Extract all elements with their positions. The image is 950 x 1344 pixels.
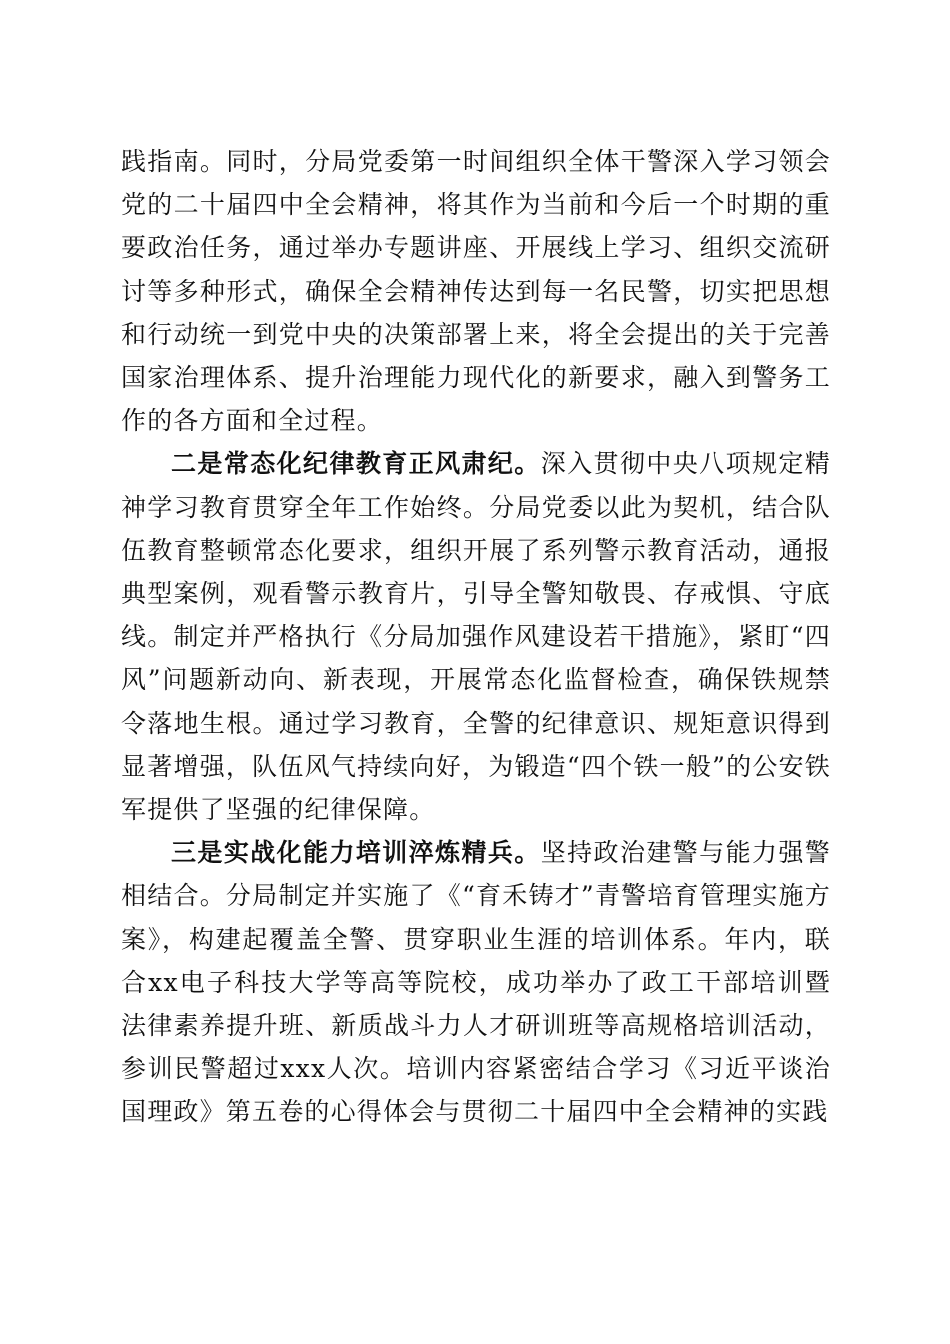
paragraph-1 — [121, 140, 831, 442]
paragraph-2 — [121, 442, 831, 831]
paragraph-3-heading: 三是实战化能力培训淬炼精兵。 — [171, 838, 541, 868]
paragraph-3-body: 坚持政治建警与能力强警相结合。分局制定并实施了《“育禾铸才”青警培育管理实施方案》，构建起覆盖全警、贯穿职业生涯的培训体系。年内，联合xx电子科技大学等高等院校，成功举办了政工干部培训暨法律素养提升班、新质战斗力人才研训班等高规格培训活动，参训民警超过xxx人次。培训内容紧密结合学习《习近平谈治国理政》第五卷的心得体会与贯彻二十届四中全会精神的实践 — [121, 838, 831, 1127]
paragraph-1-body: 践指南。同时，分局党委第一时间组织全体干警深入学习领会党的二十届四中全会精神，将其作为当前和今后一个时期的重要政治任务，通过举办专题讲座、开展线上学习、组织交流研讨等多种形式，确保全会精神传达到每一名民警，切实把思想和行动统一到党中央的决策部署上来，将全会提出的关于完善国家治理体系、提升治理能力现代化的新要求，融入到警务工作的各方面和全过程。 — [121, 147, 831, 436]
paragraph-2-heading: 二是常态化纪律教育正风肃纪。 — [171, 449, 541, 479]
document-body — [121, 140, 831, 1134]
paragraph-2-body: 深入贯彻中央八项规定精神学习教育贯穿全年工作始终。分局党委以此为契机，结合队伍教育整顿常态化要求，组织开展了系列警示教育活动，通报典型案例，观看警示教育片，引导全警知敬畏、存戒惧、守底线。制定并严格执行《分局加强作风建设若干措施》，紧盯“四风”问题新动向、新表现，开展常态化监督检查，确保铁规禁令落地生根。通过学习教育，全警的纪律意识、规矩意识得到显著增强，队伍风气持续向好，为锻造“四个铁一般”的公安铁军提供了坚强的纪律保障。 — [121, 449, 831, 825]
paragraph-3 — [121, 831, 831, 1133]
